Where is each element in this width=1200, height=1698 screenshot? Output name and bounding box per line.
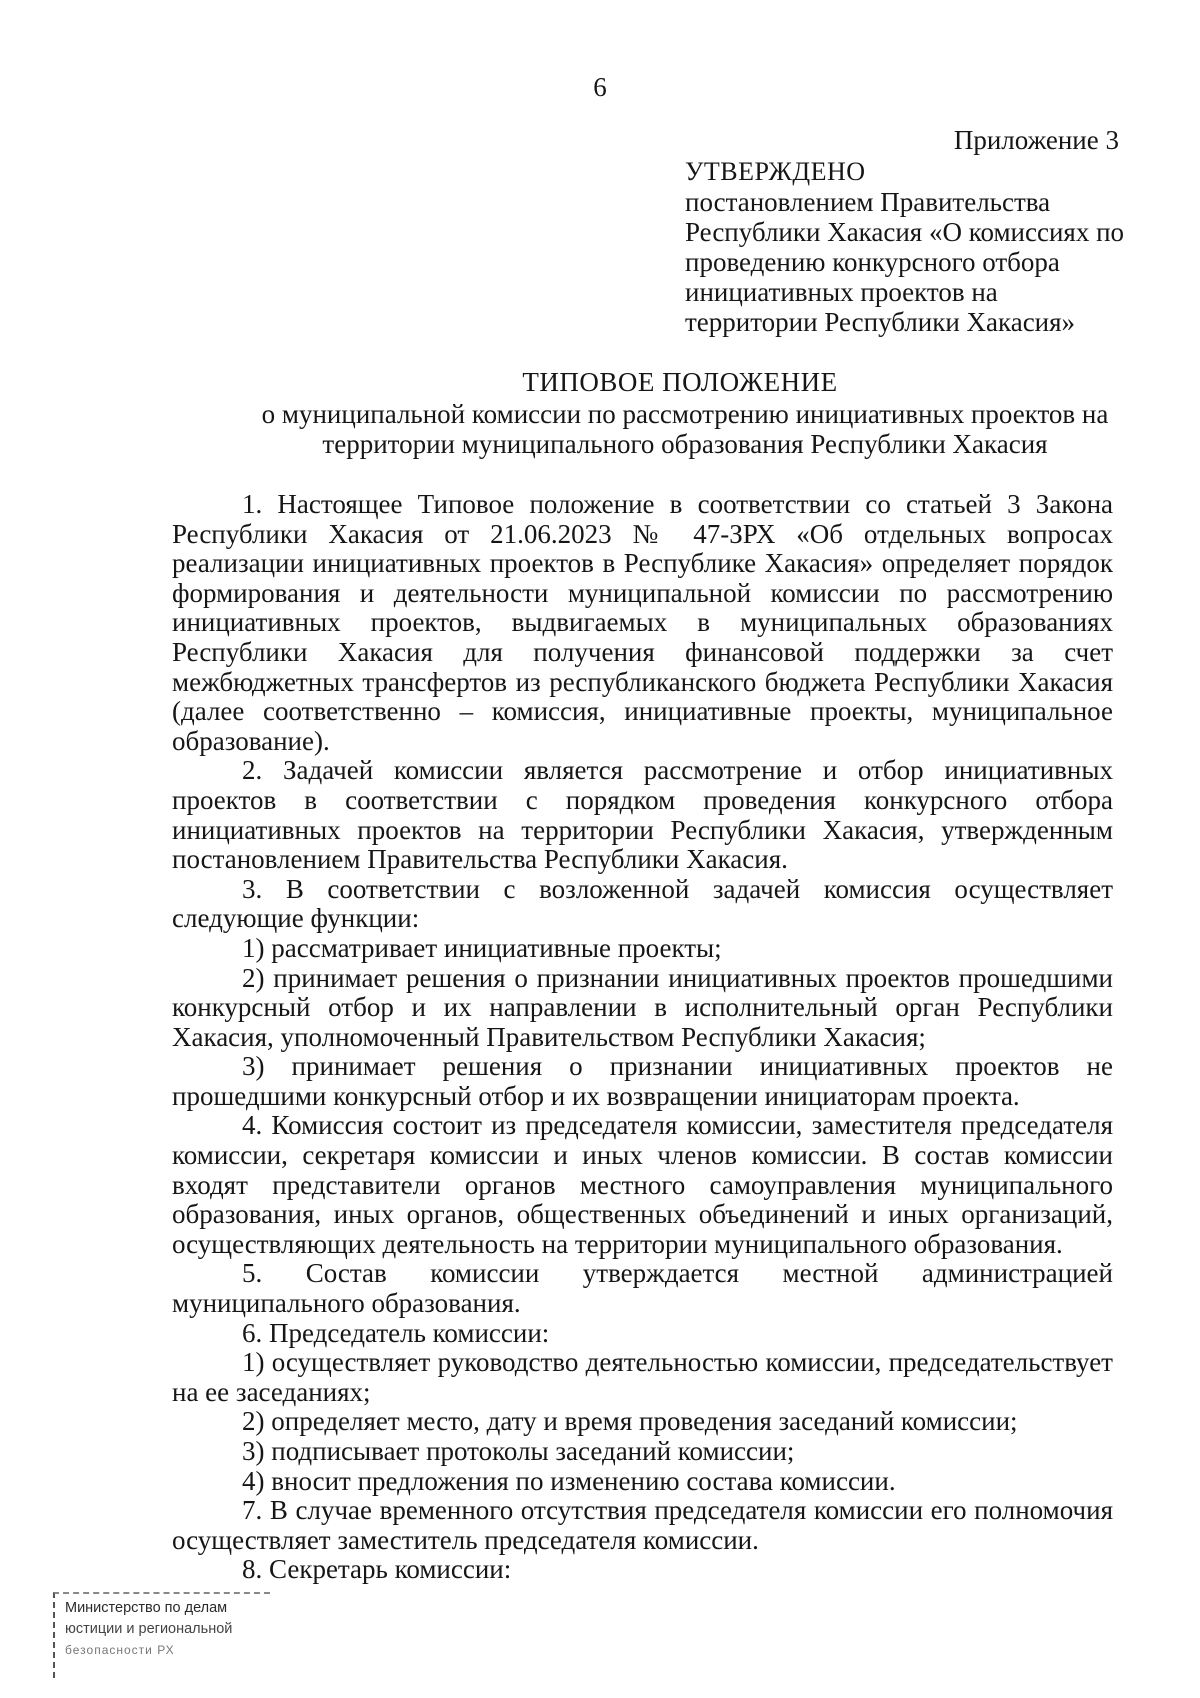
paragraph-6-item-4: 4) вносит предложения по изменению состава комиссии. — [242, 1465, 896, 1496]
paragraph-4: 4. Комиссия состоит из председателя комиссии, заместителя председателя комиссии, секретаря комиссии и иных членов комиссии. В состав комиссии входят представители органов местного самоуправления муниципального образования, иных органов, общественных объединений и иных организаций, осуществляющих деятельность на территории муниципального образования. — [172, 1110, 1113, 1259]
paragraph-6-item-3: 3) подписывает протоколы заседаний комиссии; — [242, 1436, 795, 1466]
paragraph-3: 3. В соответствии с возложенной задачей комиссия осуществляет следующие функции: — [172, 873, 1113, 934]
paragraph-6-item-2: 2) определяет место, дату и время проведения заседаний комиссии; — [242, 1406, 1018, 1437]
subtitle-line: о муниципальной комиссии по рассмотрению инициативных проектов на — [261, 399, 1109, 429]
paragraph-3-item-2: 2) принимает решения о признании инициативных проектов прошедшими конкурсный отбор и их направлении в исполнительный орган Республики Хакасия, уполномоченный Правительством Республики Хакасия; — [172, 962, 1113, 1052]
stamp-line: Министерство по делам — [65, 1600, 228, 1616]
paragraph-1: 1. Настоящее Типовое положение в соответствии со статьей 3 Закона Республики Хакасия от 21.06.2023 № 47-ЗРХ «Об отдельных вопросах реализации инициативных проектов в Республике Хакасия» определяет порядок формирования и деятельности муниципальной комиссии по рассмотрению инициативных проектов, выдвигаемых в муниципальных образованиях Республики Хакасия для получения финансовой поддержки за счет межбюджетных трансфертов из республиканского бюджета Республики Хакасия (далее соответственно – комиссия, инициативные проекты, муниципальное образование). — [172, 489, 1113, 756]
approved-line: проведению конкурсного отбора — [685, 247, 1060, 277]
document-title: ТИПОВОЕ ПОЛОЖЕНИЕ — [522, 367, 838, 397]
approval-block — [685, 157, 1125, 337]
stamp-line: безопасности РХ — [65, 1643, 175, 1657]
approved-line: постановлением Правительства — [685, 187, 1051, 217]
paragraph-7: 7. В случае временного отсутствия председателя комиссии его полномочия осуществляет заместитель председателя комиссии. — [172, 1495, 1113, 1555]
approved-label: УТВЕРЖДЕНО — [685, 157, 866, 186]
paragraph-8: 8. Секретарь комиссии: — [242, 1554, 512, 1585]
page-number: 6 — [593, 72, 607, 102]
subtitle-line: территории муниципального образования Республики Хакасия — [322, 429, 1048, 459]
approved-line: инициативных проектов на — [685, 277, 998, 307]
approved-line: территории Республики Хакасия» — [685, 307, 1076, 337]
annex-label: Приложение 3 — [953, 125, 1119, 155]
paragraph-2: 2. Задачей комиссии является рассмотрение и отбор инициативных проектов в соответствии с порядком проведения конкурсного отбора инициативных проектов на территории Республики Хакасия, утвержденным постановлением Правительства Республики Хакасия. — [172, 755, 1113, 875]
paragraph-3-item-3: 3) принимает решения о признании инициативных проектов не прошедшими конкурсный отбор и их возвращении инициаторам проекта. — [172, 1051, 1113, 1111]
stamp-line: юстиции и региональной — [65, 1621, 233, 1637]
approved-line: Республики Хакасия «О комиссиях по — [685, 217, 1125, 247]
paragraph-5: 5. Состав комиссии утверждается местной администрацией муниципального образования. — [172, 1258, 1113, 1319]
ministry-stamp — [53, 1592, 270, 1678]
paragraph-6-item-1: 1) осуществляет руководство деятельностью комиссии, председательствует на ее заседаниях; — [172, 1347, 1113, 1407]
paragraph-6: 6. Председатель комиссии: — [242, 1317, 550, 1348]
paragraph-3-item-1: 1) рассматривает инициативные проекты; — [242, 932, 722, 963]
document-subtitle — [170, 399, 1200, 459]
document-body — [172, 490, 1113, 1585]
